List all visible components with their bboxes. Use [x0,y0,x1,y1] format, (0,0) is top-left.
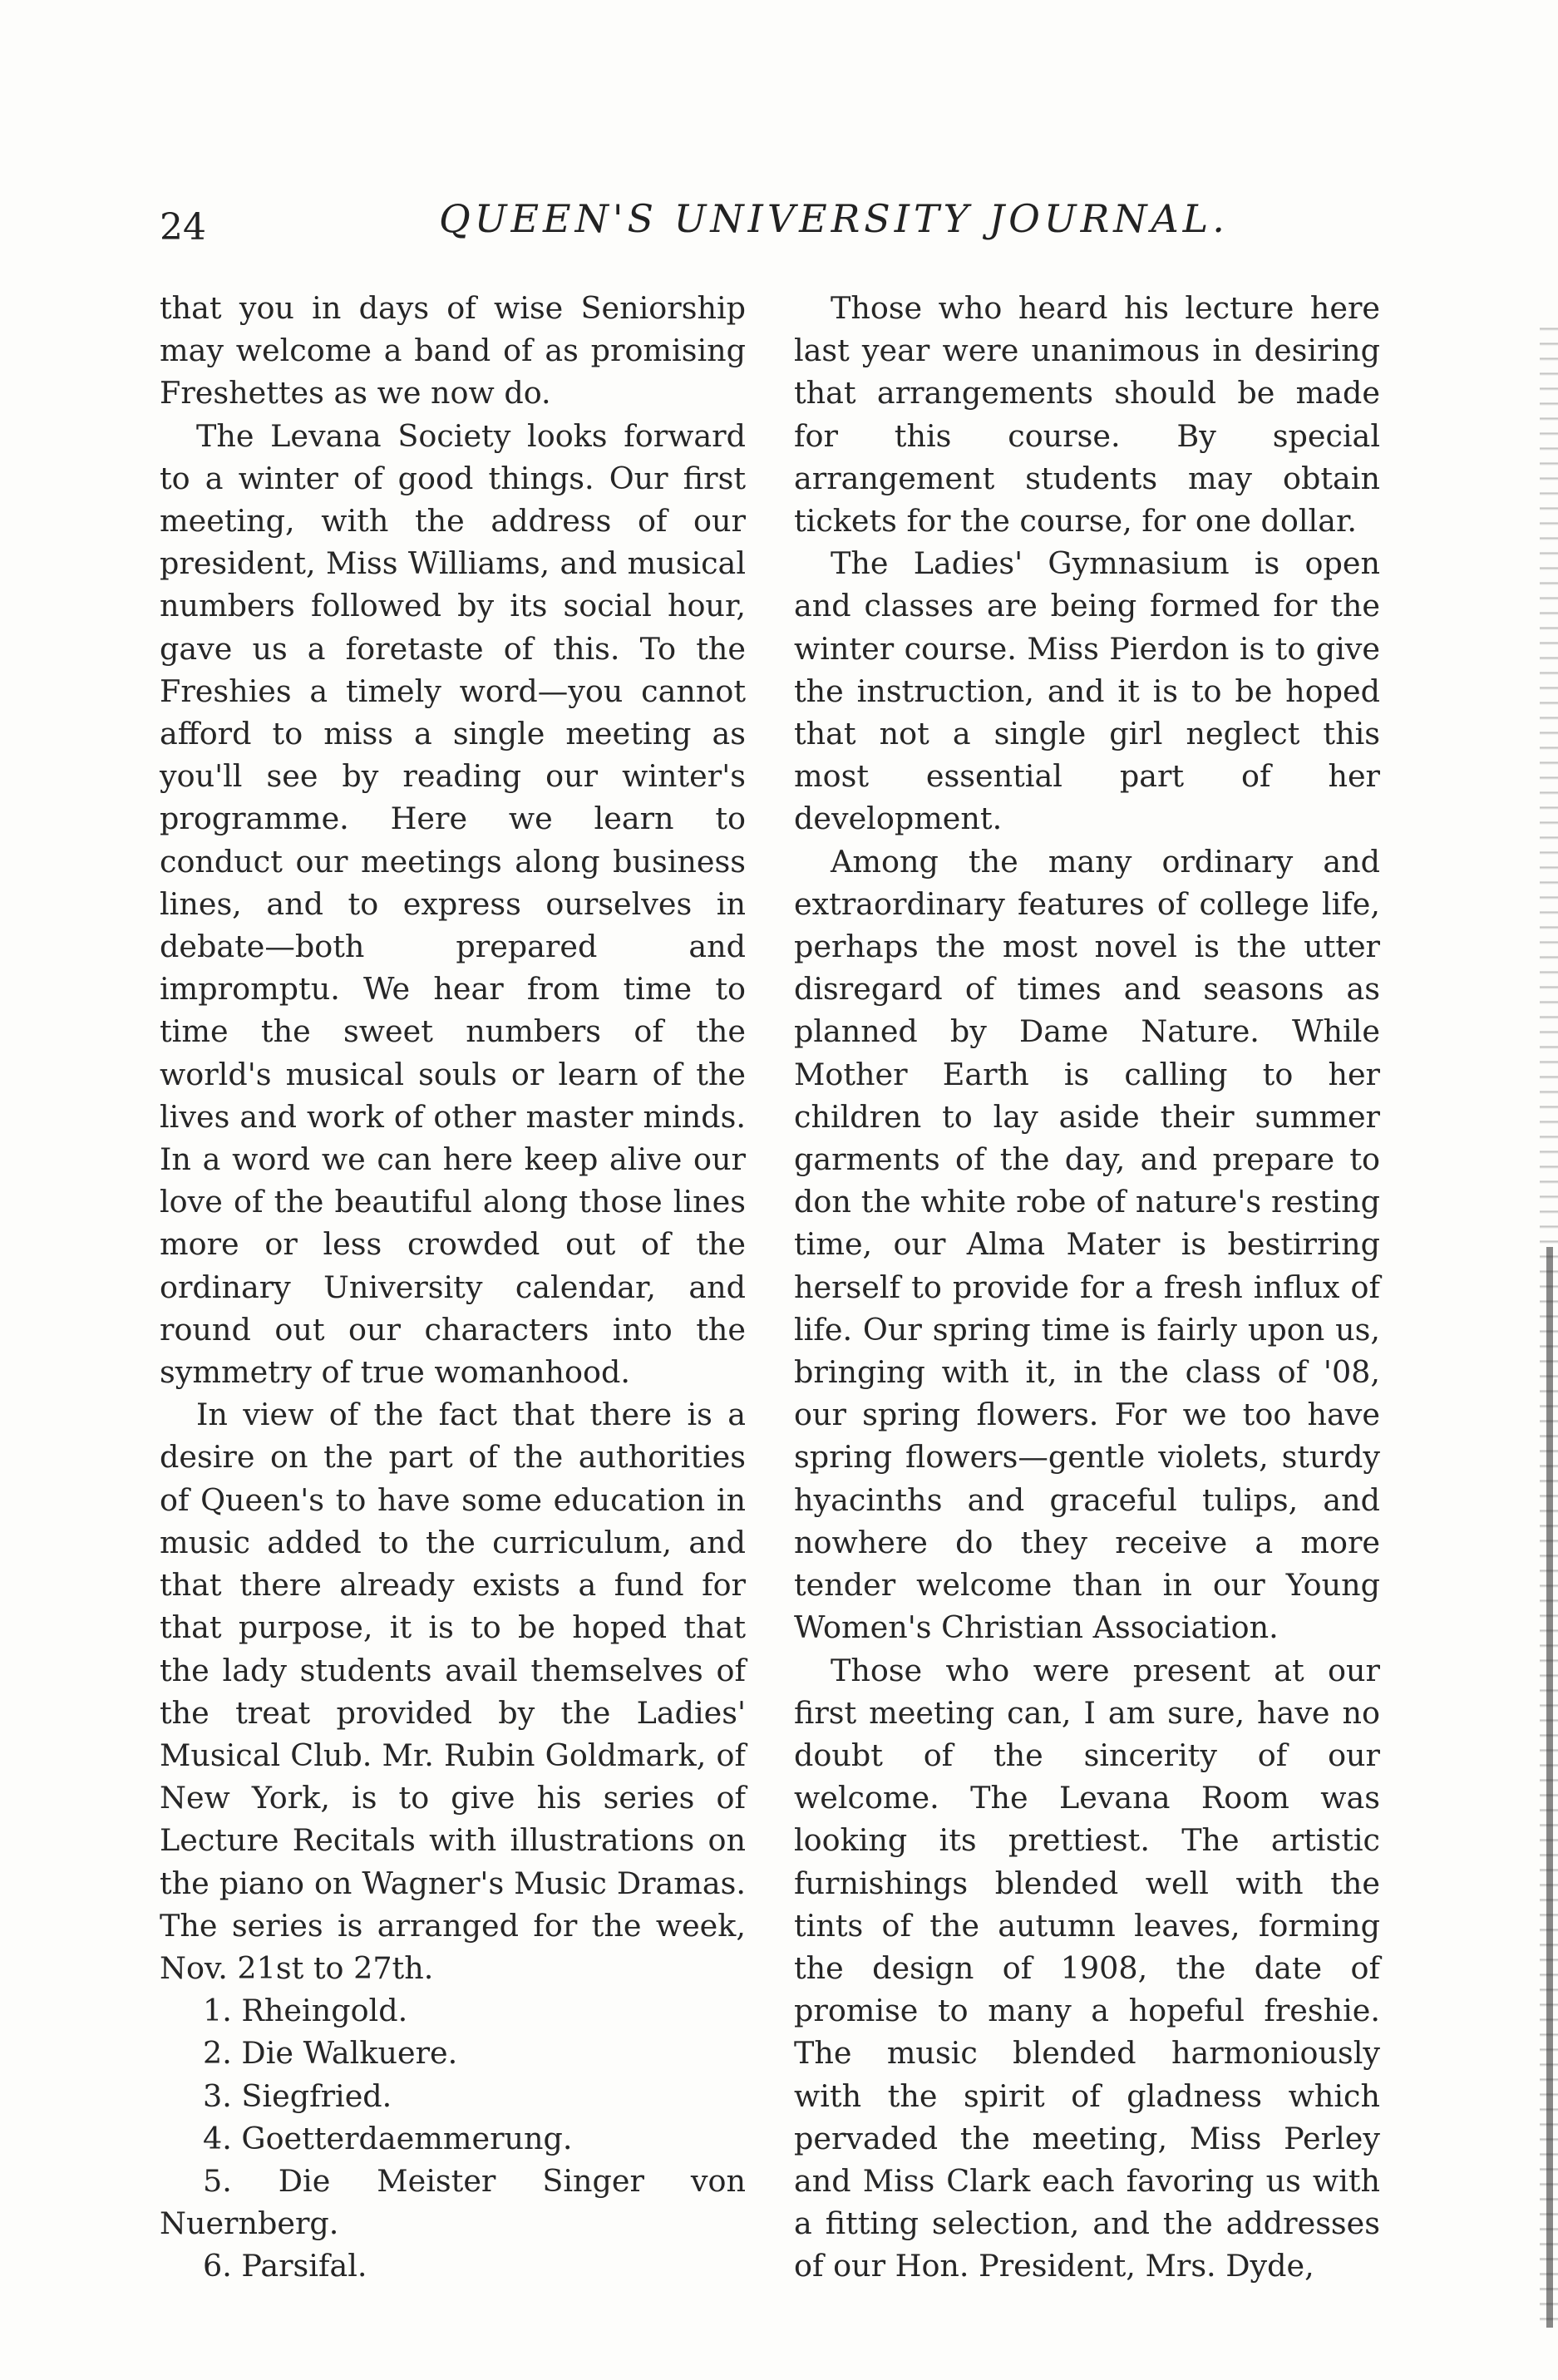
right-paragraph-3: Among the many ordinary and extraordinary features of college life, perhaps the most novel is the utter disregard of times and seasons as planned by Dame Nature. While Mother Earth is calling to her children to lay aside their summer garments of the day, and prepare to don the white robe of nature's resting time, our Alma Mater is bestirring herself to provide for a fresh influx of life. Our spring time is fairly upon us, bringing with it, in the class of '08, our spring flowers. For we too have spring flowers—gentle violets, sturdy hyacinths and graceful tulips, and nowhere do they receive a more tender welcome than in our Young Women's Christian Association. [794,843,1380,1646]
running-head-title: QUEEN'S UNIVERSITY JOURNAL. [439,196,1229,241]
opera-list [160,1989,746,2287]
left-column [160,287,746,2288]
opera-list-item: 3. Siegfried. [203,2077,392,2114]
left-paragraph-3: In view of the fact that there is a desire on the part of the authorities of Queen's to have some education in music added to the curriculum, and that there already exists a fund for that purpose, it is to be hoped that the lady students avail themselves of the treat provided by the Ladies' Musical Club. Mr. Rubin Goldmark, of New York, is to give his series of Lecture Recitals with illustrations on the piano on Wagner's Music Dramas. The series is arranged for the week, Nov. 21st to 27th. [160,1397,746,1986]
right-paragraph-1: Those who heard his lecture here last year were unanimous in desiring that arrangements should be made for this course. By special arrangement students may obtain tickets for the course, for one dollar. [794,290,1380,540]
opera-list-item: 2. Die Walkuere. [203,2035,458,2072]
left-paragraph-1: that you in days of wise Seniorship may welcome a band of as promising Freshettes as we now do. [160,290,746,411]
right-paragraph-4: Those who were present at our first meeting can, I am sure, have no doubt of the sincerity of our welcome. The Levana Room was looking its prettiest. The artistic furnishings blended well with the tints of the autumn leaves, forming the design of 1908, the date of promise to many a hopeful freshie. The music blended harmoniously with the spirit of gladness which pervaded the meeting, Miss Perley and Miss Clark each favoring us with a fitting selection, and the addresses of our Hon. President, Mrs. Dyde, [794,1652,1380,2284]
opera-list-item: 5. Die Meister Singer von Nuernberg. [160,2162,746,2242]
opera-list-item: 4. Goetterdaemmerung. [203,2120,573,2156]
page-edge-shadow [1546,1247,1553,2328]
opera-list-item: 1. Rheingold. [203,1993,408,2029]
page-number: 24 [160,206,206,249]
left-paragraph-2: The Levana Society looks forward to a winter of good things. Our first meeting, with the address of our president, Miss Williams, and musical numbers followed by its social hour, gave us a foretaste of this. To the Freshies a timely word—you cannot afford to miss a single meeting as you'll see by reading our winter's programme. Here we learn to conduct our meetings along business lines, and to express ourselves in debate—both prepared and impromptu. We hear from time to time the sweet numbers of the world's musical souls or learn of the lives and work of other master minds. In a word we can here keep alive our love of the beautiful along those lines more or less crowded out of the ordinary University calendar, and round out our characters into the symmetry of true womanhood. [160,417,746,1391]
right-column [794,287,1380,2288]
opera-list-item: 6. Parsifal. [203,2248,367,2284]
right-paragraph-2: The Ladies' Gymnasium is open and classes are being formed for the winter course. Miss Pierdon is to give the instruction, and it is to be hoped that not a single girl neglect this most essential part of her development. [794,545,1380,837]
